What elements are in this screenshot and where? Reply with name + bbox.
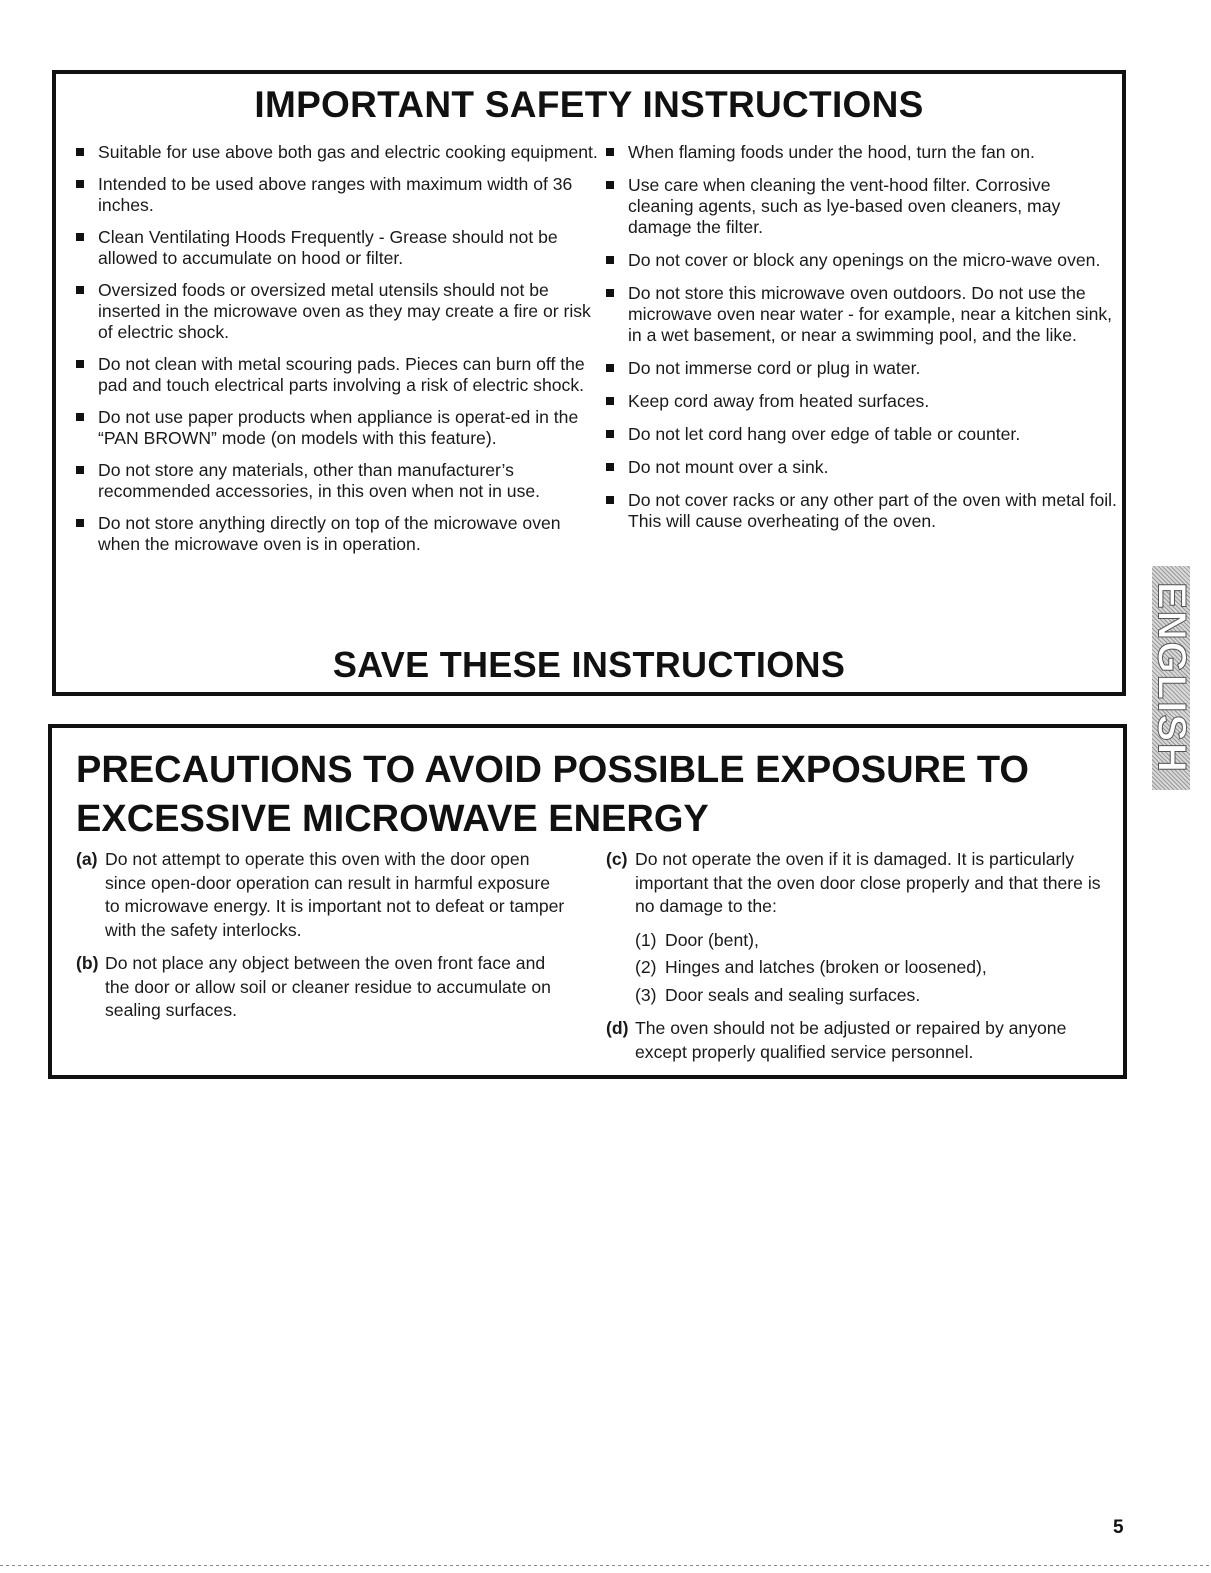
safety-item: Do not store anything directly on top of the microwave oven when the microwave oven is in operation. xyxy=(70,513,600,555)
bullet-icon xyxy=(606,463,614,471)
precautions-title: PRECAUTIONS TO AVOID POSSIBLE EXPOSURE TO EXCESSIVE MICROWAVE ENERGY xyxy=(76,749,1029,840)
precaution-item: (c) Do not operate the oven if it is damaged. It is particularly important that the oven door close properly and that there is no damage to the: (1) Door (bent), (2) Hinges and latches (broken or loosened), (3) Door seals and sealing surfaces. xyxy=(606,848,1116,1007)
bullet-icon xyxy=(76,148,84,156)
bullet-icon xyxy=(606,181,614,189)
safety-item: Intended to be used above ranges with maximum width of 36 inches. xyxy=(70,174,600,216)
safety-right-column xyxy=(600,142,1120,544)
safety-item: Suitable for use above both gas and electric cooking equipment. xyxy=(70,142,600,163)
damage-list xyxy=(635,929,1116,1008)
safety-item: Use care when cleaning the vent-hood filter. Corrosive cleaning agents, such as lye-based oven cleaners, may damage the filter. xyxy=(600,175,1120,238)
item-label: (c) xyxy=(606,849,628,869)
damage-list-item: (3) Door seals and sealing surfaces. xyxy=(635,984,921,1005)
safety-item: Do not let cord hang over edge of table or counter. xyxy=(600,424,1120,445)
damage-list-item: (2) Hinges and latches (broken or loosened), xyxy=(635,957,987,977)
safety-item: Do not store this microwave oven outdoors. Do not use the microwave oven near water - for example, near a kitchen sink, in a wet basement, or near a swimming pool, and the like. xyxy=(600,283,1120,346)
save-instructions-heading: SAVE THESE INSTRUCTIONS xyxy=(332,644,846,685)
bullet-icon xyxy=(76,413,84,421)
item-label: (b) xyxy=(76,953,99,973)
item-label: (a) xyxy=(76,849,98,869)
safety-item: When flaming foods under the hood, turn the fan on. xyxy=(600,142,1120,163)
precaution-item: (a) Do not attempt to operate this oven with the door open since open-door operation can result in harmful exposure to microwave energy. It is important not to defeat or tamper with the safety interlocks. xyxy=(76,849,565,940)
safety-instructions-box xyxy=(52,70,1126,696)
damage-list-item: (1) Door (bent), xyxy=(635,929,759,950)
bullet-icon xyxy=(76,233,84,241)
safety-item: Clean Ventilating Hoods Frequently - Grease should not be allowed to accumulate on hood or filter. xyxy=(70,227,600,269)
bullet-icon xyxy=(606,430,614,438)
bullet-icon xyxy=(76,360,84,368)
bullet-icon xyxy=(76,466,84,474)
language-side-tab xyxy=(1149,566,1194,790)
safety-item: Do not use paper products when appliance is operat-ed in the “PAN BROWN” mode (on models with this feature). xyxy=(70,407,600,449)
bullet-icon xyxy=(76,286,84,294)
bullet-icon xyxy=(606,364,614,372)
safety-item: Keep cord away from heated surfaces. xyxy=(600,391,1120,412)
page-number: 5 xyxy=(1113,1517,1124,1538)
language-label: ENGLISH xyxy=(1149,582,1194,774)
precautions-right-column xyxy=(606,848,1116,1074)
bullet-icon xyxy=(76,180,84,188)
safety-item: Do not mount over a sink. xyxy=(600,457,1120,478)
precaution-item: (d) The oven should not be adjusted or repaired by anyone except properly qualified service personnel. xyxy=(606,1018,1067,1062)
precautions-left-column xyxy=(76,848,566,1033)
bullet-icon xyxy=(606,496,614,504)
safety-item: Do not store any materials, other than manufacturer’s recommended accessories, in this oven when not in use. xyxy=(70,460,600,502)
bullet-icon xyxy=(606,289,614,297)
precautions-box xyxy=(48,724,1127,1079)
safety-left-column xyxy=(70,142,600,566)
bullet-icon xyxy=(606,256,614,264)
safety-item: Do not cover racks or any other part of the oven with metal foil. This will cause overheating of the oven. xyxy=(600,490,1120,532)
safety-item: Do not immerse cord or plug in water. xyxy=(600,358,1120,379)
item-label: (d) xyxy=(606,1018,629,1038)
safety-item: Do not clean with metal scouring pads. Pieces can burn off the pad and touch electrical parts involving a risk of electric shock. xyxy=(70,354,600,396)
bottom-divider xyxy=(0,1565,1211,1566)
bullet-icon xyxy=(606,148,614,156)
safety-title: IMPORTANT SAFETY INSTRUCTIONS xyxy=(254,84,924,125)
safety-item: Do not cover or block any openings on the micro-wave oven. xyxy=(600,250,1120,271)
safety-item: Oversized foods or oversized metal utensils should not be inserted in the microwave oven as they may create a fire or risk of electric shock. xyxy=(70,280,600,343)
bullet-icon xyxy=(606,397,614,405)
precaution-item: (b) Do not place any object between the oven front face and the door or allow soil or cleaner residue to accumulate on sealing surfaces. xyxy=(76,953,551,1020)
bullet-icon xyxy=(76,519,84,527)
